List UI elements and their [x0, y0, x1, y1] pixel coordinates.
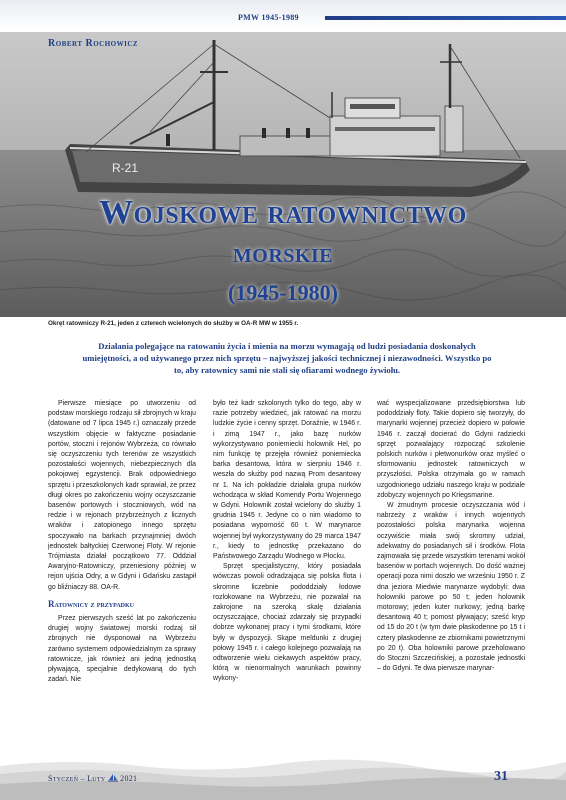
article-title-line2: morskie: [232, 238, 334, 269]
photo-caption: Okręt ratowniczy R-21, jeden z czterech wcielonych do służby w OA-R MW w 1955 r.: [48, 320, 299, 327]
author-name: Robert Rochowicz: [48, 38, 139, 49]
issue-months: Styczeń – Luty: [48, 774, 106, 783]
hero-photo: [0, 32, 566, 317]
paragraph: wać wyspecjalizowane przedsiębiorstwa lub pododdziały floty. Takie dopiero się tworzyły, do marynarki wojennej przecież dopiero w połowie 1946 r. zaczął docierać do Gdyni radziecki sprzęt pozwalający rozpocząć szkolenie polskich nurków i płetwonurków oraz myśleć o sformowaniu jednostek ratowniczych w przyszłości. Polska otrzymała go w ramach uzgodnionego udziału naszego kraju w podziale zdobyczy wojennych po Kriegsmarine.: [377, 400, 525, 499]
article-title-years: (1945-1980): [228, 280, 338, 305]
text-column-1: [48, 399, 196, 685]
article-title-line1: Wojskowe ratownictwo: [99, 194, 467, 231]
hull-marking: R-21: [112, 161, 139, 175]
footer-issue: [48, 774, 137, 783]
lead-paragraph: Działania polegające na ratowaniu życia i mienia na morzu wymagają od ludzi posiadania doskonałych umiejętności, a od używanego przez nich sprzętu – najwyższej jakości technicznej i niezawodności. Wszystko po to, aby ratownicy sami nie stali się ofiarami wodnego żywiołu.: [82, 341, 492, 375]
paragraph: było też kadr szkolonych tylko do tego, aby w razie potrzeby wiedzieć, jak ratować na morzu ludzkie życie i cenny sprzęt. Doraźnie, w 1946 r. i zimą 1947 r., jako bazę nurków wykorzystywano poniemiecki holownik Hel, po nim funkcję tę przejęła również poniemiecka barka desantowa, która w sierpniu 1946 r. weszła do służby pod nazwą Prom desantowy nr 1. Na ich pokładzie działała grupa nurków wchodząca w skład Komendy Portu Wojennego w Gdyni. Holownik został wcielony do służby 1 grudnia 1945 r. Jedyne co o nim wiadomo to posiadana wyporność 60 t. W marynarce wojennej był wykorzystywany do 29 marca 1947 r., kiedy to jednostkę przekazano do Państwowego Zarządu Wodnego w Płocku.: [213, 400, 361, 561]
section-rule: [325, 16, 566, 20]
issue-year: 2021: [120, 774, 138, 783]
ship-photo: [0, 32, 566, 317]
paragraph: Pierwsze miesiące po utworzeniu od podstaw morskiego rodzaju sił zbrojnych w kraju (datowane od 7 lipca 1945 r.) oznaczały przede wszystkim objęcie w faktyczne posiadanie portów, stoczni i rejonów Wybrzeża, co równało się oczyszczeniu tych terenów ze wszystkich pozostałości wojennych, niebezpiecznych dla pokojowej egzystencji. Brak odpowiedniego sprzętu i przeszkolonych kadr sprawiał, że przez długi okres po zakończeniu wojny oczyszczanie basenów portowych i stoczniowych, wód na redzie i w rejonach przybrzeżnych z licznych wraków i zatopionego innego sprzętu spoczywało na barkach przynajmniej dwóch jednostek bałtyckiej Czerwonej Floty. W rejonie Trójmiasta działał początkowo 77. Oddział Awaryjno-Ratowniczy, przeniesiony później w rejon ujścia Odry, a w Gdyni i Gdańsku zastąpił go bliźniaczy 88. OA-R.: [48, 400, 196, 591]
text-column-3: [377, 399, 525, 674]
paragraph: W żmudnym procesie oczyszczania wód i nabrzeży z wraków i innych wojennych pozostałości polska marynarka wojenna oczywiście miała swój skromny udział, adekwatny do posiadanych sił i środków. Flota zajmowała się przede wszystkim terenami wokół basenów w portach wojennych. Do dość ważnej operacji poza nimi doszło we wrześniu 1950 r. Z dna jeziora Miedwie marynarze wydobyli: dwa holowniki parowe po 50 t; jeden holownik motorowy; jeden kuter nurkowy; jedną barkę desantową 40 t; pomost pływający; sześć kryp od 15 do 20 t (w tym dwie płaskodenne po 15 t i cztery płaskodenne ze zbiornikami powietrznymi po 20 t). Oba holowniki parowe przeholowano do Stoczni Szczecińskiej, a pozostałe jednostki – do Gdyni. Te dwa pierwsze marynar-: [377, 502, 525, 673]
page-number: 31: [494, 769, 508, 784]
sailboat-icon: [108, 774, 118, 782]
text-column-2: [213, 399, 361, 685]
paragraph: Sprzęt specjalistyczny, który posiadała wówczas powoli odradzająca się polska flota i skromne liczebnie pododdziały łodowe rozlokowane na Wybrzeżu, nie pozwalał na zakrojone na szeroką skalę działania oczyszczające, chociaż zdarzały się przypadki dobrze wykonanej pracy i tymi środkami, które były w dyspozycji. Skąpe meldunki z drugiej połowy 1945 r. i całego kolejnego pozwalają na odtworzenie wielu ciekawych aspektów pracy, którą w nienormalnych warunkach powinny wykony-: [213, 563, 361, 683]
section-label: PMW 1945-1989: [238, 13, 299, 22]
paragraph: Przez pierwszych sześć lat po zakończeniu drugiej wojny światowej morski rodzaj sił zbrojnych nie dysponował na Wybrzeżu zarówno systemem odpowiedzialnym za sprawy ratownicze, jak również ani jedną jednostką pływającą, specjalnie dedykowaną do tych zadań. Nie: [48, 615, 196, 684]
subheading: Ratownicy z przypadku: [48, 598, 135, 609]
